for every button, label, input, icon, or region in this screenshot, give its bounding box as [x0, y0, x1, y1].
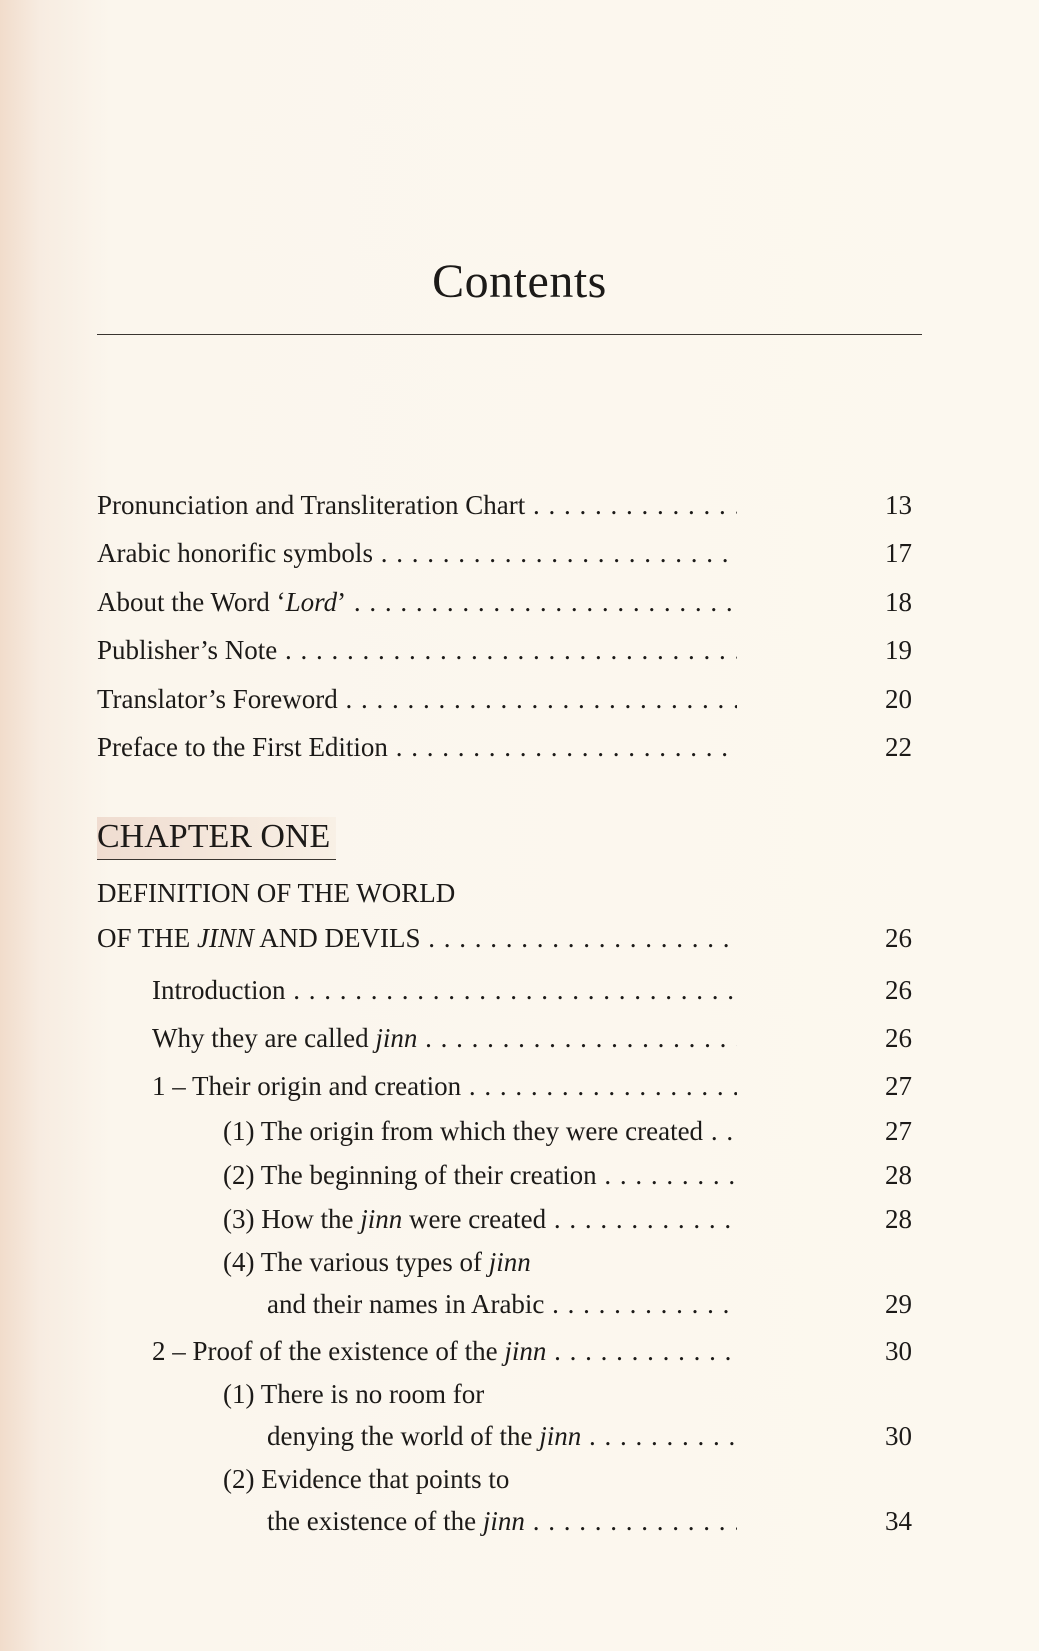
toc-entry-title: and their names in Arabic . . . [267, 1287, 737, 1321]
toc-page-number: 27 [885, 1116, 912, 1146]
toc-entry-title: 2 – Proof of the existence of the jinn . . . [152, 1334, 737, 1368]
toc-entry-title: Pronunciation and Transliteration Chart . . . [97, 488, 737, 522]
toc-entry-publishers-note[interactable] [97, 633, 912, 667]
chapter-heading: CHAPTER ONE [97, 817, 336, 860]
toc-entry-title: (3) How the jinn were created . . . [223, 1202, 737, 1236]
toc-entry-title: About the Word ‘Lord’ . . . [97, 585, 737, 619]
toc-entry-title: denying the world of the jinn . . . [267, 1419, 737, 1453]
toc-page-number: 18 [885, 587, 912, 617]
toc-entry-title: (1) There is no room for [223, 1379, 485, 1409]
toc-page-number: 13 [885, 490, 912, 520]
toc-entry-word-lord[interactable] [97, 585, 912, 619]
toc-entry-honorific-symbols[interactable] [97, 536, 912, 570]
toc-entry-pronunciation-chart[interactable] [97, 488, 912, 522]
toc-entry-evidence[interactable] [267, 1504, 912, 1538]
toc-entry-chapter-definition[interactable] [97, 921, 912, 955]
toc-page-number: 17 [885, 538, 912, 568]
toc-entry-translators-foreword[interactable] [97, 682, 912, 716]
toc-page-number: 19 [885, 635, 912, 665]
toc-page-number: 34 [885, 1506, 912, 1536]
toc-page-number: 27 [885, 1071, 912, 1101]
toc-entry-title: Publisher’s Note . . . [97, 633, 737, 667]
toc-entry-types-line1[interactable] [223, 1245, 912, 1279]
toc-entry-title: (2) The beginning of their creation . . . [223, 1158, 737, 1192]
toc-entry-origin-from[interactable] [223, 1114, 912, 1148]
toc-entry-title: Translator’s Foreword . . . [97, 682, 737, 716]
toc-page-number: 26 [885, 1023, 912, 1053]
toc-entry-beginning[interactable] [223, 1158, 912, 1192]
toc-entry-title: 1 – Their origin and creation . . . [152, 1069, 737, 1103]
toc-entry-title: OF THE JINN AND DEVILS . . . [97, 921, 737, 955]
toc-entry-title: Arabic honorific symbols . . . [97, 536, 737, 570]
toc-entry-title: (1) The origin from which they were created . . . [223, 1114, 737, 1148]
toc-entry-no-room[interactable] [267, 1419, 912, 1453]
toc-entry-how-created[interactable] [223, 1202, 912, 1236]
toc-entry-evidence-line1[interactable] [223, 1462, 912, 1496]
toc-entry-types[interactable] [267, 1287, 912, 1321]
toc-page-number: 29 [885, 1289, 912, 1319]
toc-entry-origin-creation[interactable] [152, 1069, 912, 1103]
toc-entry-title: Introduction . . . [152, 973, 737, 1007]
toc-entry-preface[interactable] [97, 730, 912, 764]
toc-page-number: 30 [885, 1336, 912, 1366]
title-divider [97, 334, 922, 335]
toc-page-number: 30 [885, 1421, 912, 1451]
toc-page-number: 26 [885, 975, 912, 1005]
page-title: Contents [432, 255, 607, 308]
toc-page-number: 20 [885, 684, 912, 714]
toc-entry-introduction[interactable] [152, 973, 912, 1007]
toc-entry-title: (4) The various types of jinn [223, 1247, 531, 1277]
toc-entry-title: (2) Evidence that points to [223, 1464, 510, 1494]
toc-entry-why-called-jinn[interactable] [152, 1021, 912, 1055]
toc-entry-title: Why they are called jinn . . . [152, 1021, 737, 1055]
toc-entry-proof-existence[interactable] [152, 1334, 912, 1368]
toc-page-number: 28 [885, 1204, 912, 1234]
toc-page-number: 28 [885, 1160, 912, 1190]
chapter-subtitle-line1: DEFINITION OF THE WORLD [97, 878, 456, 908]
toc-entry-title: Preface to the First Edition . . . [97, 730, 737, 764]
toc-entry-title: the existence of the jinn . . . [267, 1504, 737, 1538]
toc-entry-no-room-line1[interactable] [223, 1377, 912, 1411]
toc-page-number: 22 [885, 732, 912, 762]
toc-page-number: 26 [885, 923, 912, 953]
